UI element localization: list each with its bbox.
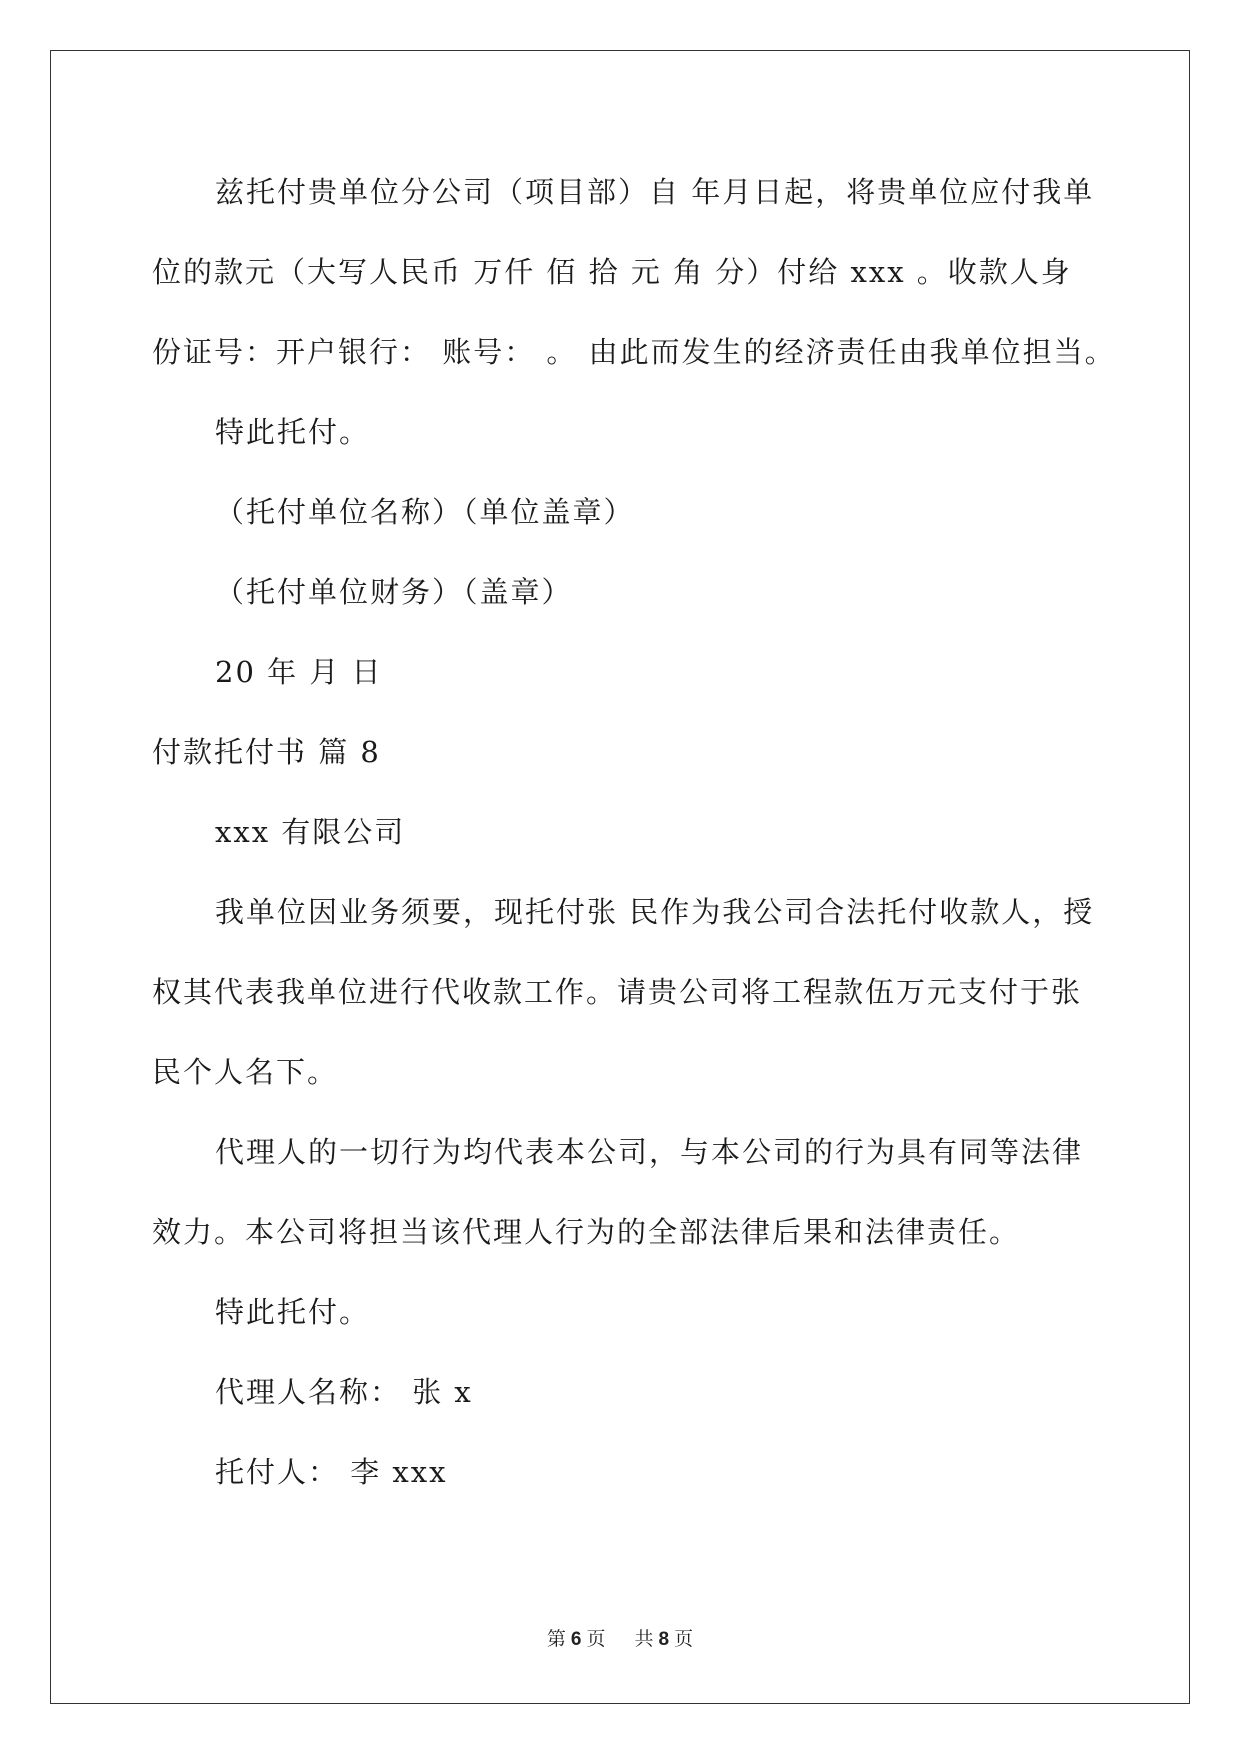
page-footer [0, 1627, 1241, 1652]
paragraph-2-line-1: 我单位因业务须要，现托付张 民作为我公司合法托付收款人，授 [215, 895, 1095, 929]
entrusting-unit-finance: （托付单位财务）（盖章） [215, 575, 573, 609]
footer-total-pages: 8 [658, 1629, 671, 1650]
entruster: 托付人： 李 xxx [215, 1455, 448, 1489]
closing-text-1: 特此托付。 [215, 415, 371, 449]
paragraph-2-line-2: 权其代表我单位进行代收款工作。请贵公司将工程款伍万元支付于张 [152, 975, 1083, 1009]
footer-prefix: 第 [546, 1628, 567, 1650]
paragraph-2-line-3: 民个人名下。 [152, 1055, 339, 1089]
closing-text-2: 特此托付。 [215, 1295, 371, 1329]
paragraph-1-line-3: 份证号：开户银行： 账号： 。 由此而发生的经济责任由我单位担当。 [152, 335, 1116, 369]
paragraph-3-line-1: 代理人的一切行为均代表本公司，与本公司的行为具有同等法律 [215, 1135, 1084, 1169]
addressee: xxx 有限公司 [215, 815, 406, 849]
paragraph-1-line-1: 兹托付贵单位分公司（项目部）自 年月日起，将贵单位应付我单 [215, 175, 1095, 209]
date-line: 20 年 月 日 [215, 655, 383, 689]
footer-total-suffix: 页 [674, 1628, 695, 1650]
entrusting-unit-name: （托付单位名称）（单位盖章） [215, 495, 635, 529]
paragraph-1-line-2: 位的款元（大写人民币 万仟 佰 拾 元 角 分）付给 xxx 。收款人身 [152, 255, 1072, 289]
footer-total-prefix: 共 [634, 1628, 655, 1650]
paragraph-3-line-2: 效力。本公司将担当该代理人行为的全部法律后果和法律责任。 [152, 1215, 1021, 1249]
agent-name: 代理人名称： 张 x [215, 1375, 473, 1409]
footer-page-suffix: 页 [586, 1628, 607, 1650]
section-heading: 付款托付书 篇 8 [152, 735, 381, 769]
footer-page-number: 6 [570, 1629, 583, 1650]
